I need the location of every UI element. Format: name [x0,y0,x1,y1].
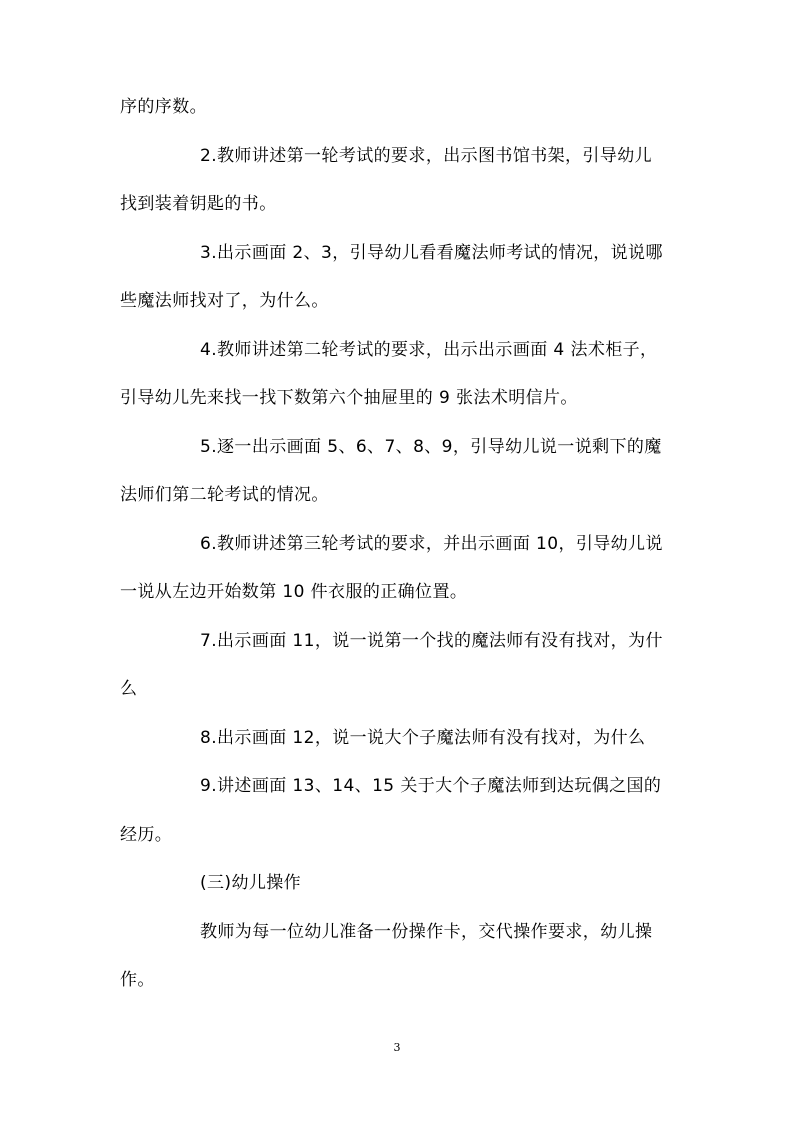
text-line: 么 [120,679,138,699]
text-line: 引导幼儿先来找一找下数第六个抽屉里的 9 张法术明信片。 [120,388,578,408]
text-line: 2.教师讲述第一轮考试的要求，出示图书馆书架，引导幼儿 [200,146,653,166]
text-line: 作。 [120,970,155,990]
text-line: 一说从左边开始数第 10 件衣服的正确位置。 [120,582,468,602]
text-line: 7.出示画面 11，说一说第一个找的魔法师有没有找对，为什 [200,631,663,651]
text-line: 序的序数。 [120,97,207,117]
text-line: 找到装着钥匙的书。 [120,194,277,214]
text-line: 些魔法师找对了，为什么。 [120,291,329,311]
text-line: 8.出示画面 12，说一说大个子魔法师有没有找对，为什么 [200,728,646,748]
text-line: 经历。 [120,825,173,845]
text-line: 9.讲述画面 13、14、15 关于大个子魔法师到达玩偶之国的 [200,776,662,796]
section-heading: (三)幼儿操作 [200,873,302,893]
page-number: 3 [393,1041,401,1054]
text-line: 5.逐一出示画面 5、6、7、8、9，引导幼儿说一说剩下的魔 [200,437,662,457]
text-line: 3.出示画面 2、3，引导幼儿看看魔法师考试的情况，说说哪 [200,243,663,263]
text-line: 法师们第二轮考试的情况。 [120,485,329,505]
text-line: 4.教师讲述第二轮考试的要求，出示出示画面 4 法术柜子， [200,340,658,360]
text-line: 教师为每一位幼儿准备一份操作卡，交代操作要求，幼儿操 [200,922,653,942]
text-line: 6.教师讲述第三轮考试的要求，并出示画面 10，引导幼儿说 [200,534,663,554]
